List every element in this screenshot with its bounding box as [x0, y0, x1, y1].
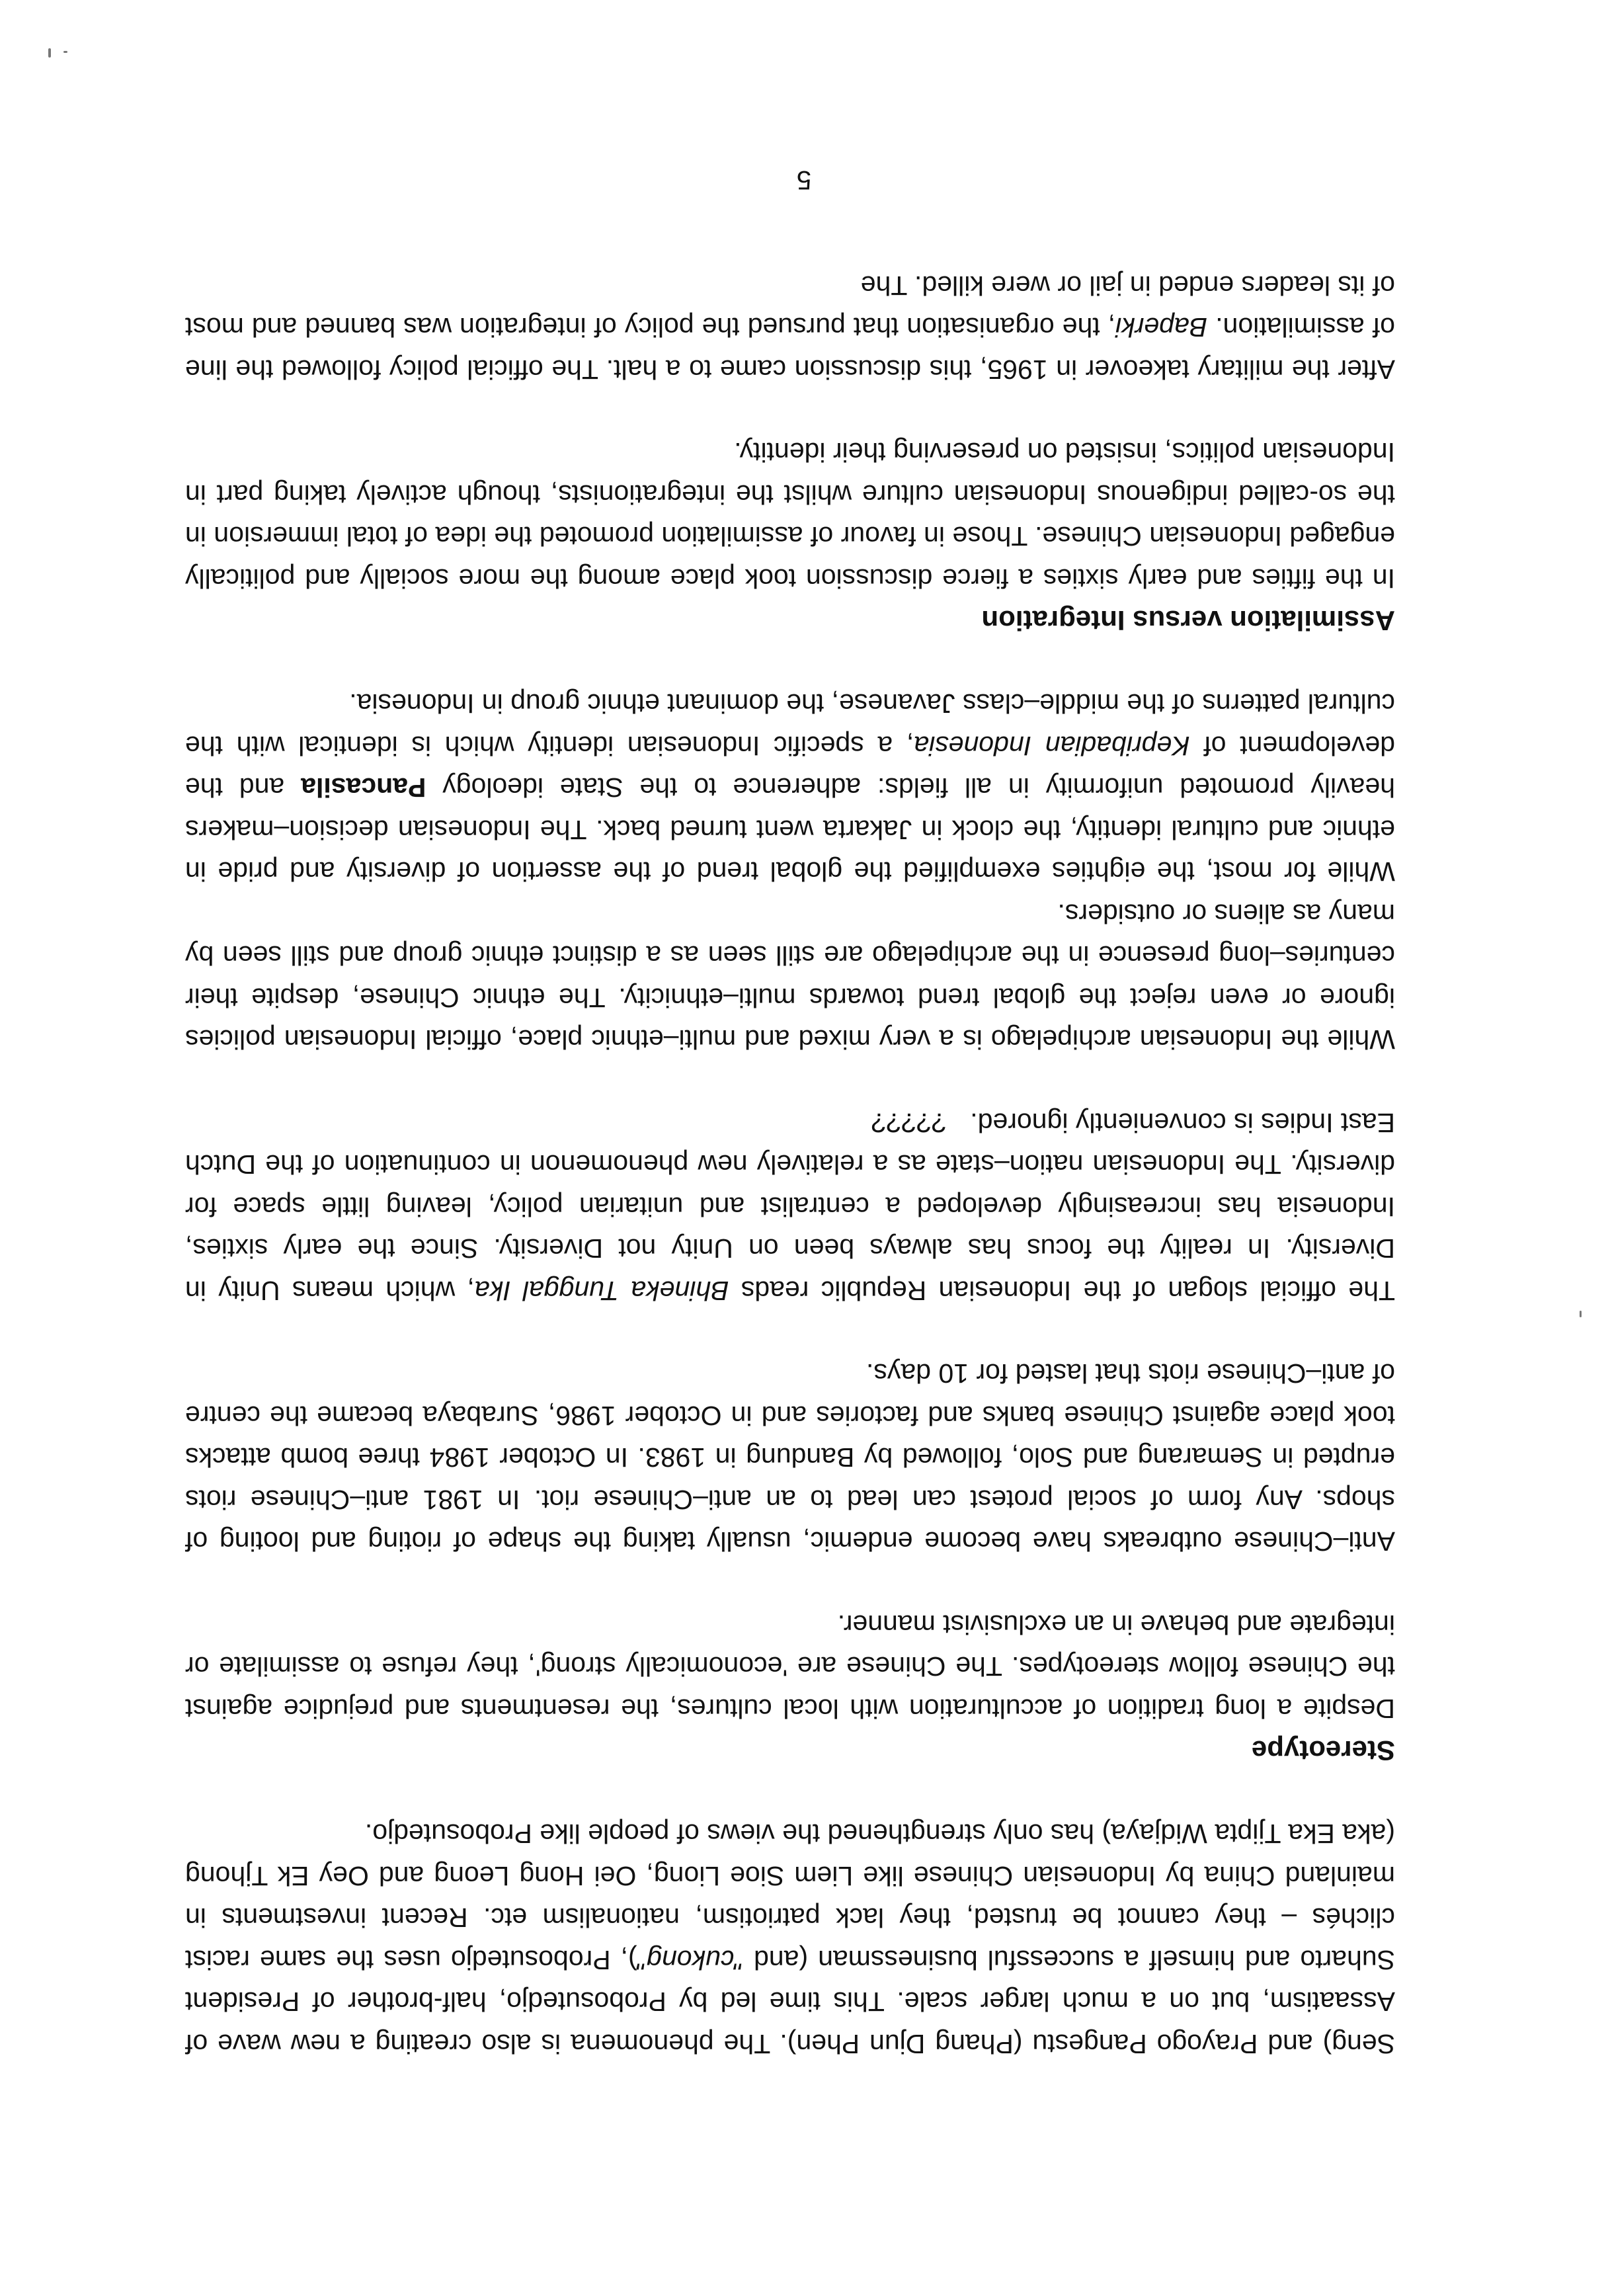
section-heading-assimilation: Assimilation versus Integration	[981, 605, 1395, 636]
stereotype-paragraph-5	[185, 682, 1395, 893]
uniformity-text-3: , a specific Indonesian identity which is identical with the cultural patterns of the middle–class Javanese, the dominant ethnic group in Indonesia.	[185, 688, 1395, 761]
assimilation-paragraph-2	[185, 265, 1395, 391]
section-heading-stereotype: Stereotype	[1251, 1735, 1395, 1766]
slogan-term: Bhineka Tunggal Ika	[474, 1276, 729, 1306]
uniformity-text-1: While for most, the eighties exemplified the global trend of the assertion of diversity and pride in ethnic and cultural identity, the clock in Jakarta went turned back. The Indonesian decision–makers heavily promoted uniformity in all fields: adherence to the State ideology	[185, 772, 1395, 887]
page-body	[185, 224, 1395, 2065]
scan-speck	[63, 51, 67, 53]
opening-paragraph	[185, 1813, 1395, 2065]
cukong-term: "cukong"	[637, 1945, 744, 1975]
slogan-text-1: The official slogan of the Indonesian Republic reads	[729, 1276, 1395, 1306]
stereotype-paragraph-2: Anti–Chinese outbreaks have become endemic, usually taking the shape of rioting and looting of shops. Any form of social protest can lead to an anti–Chinese riot. In 1981 anti–Chinese riots erupted in Semarang and Solo, followed by Bandung in 1983. In October 1984 three bomb attacks took place against Chinese banks and factories and in October 1986, Surabaya became the centre of anti–Chinese riots that lasted for 10 days.	[185, 1358, 1395, 1557]
takeover-text-1: After the military takeover in 1965, this discussion came to a halt. The official policy followed the line of assimilation.	[185, 312, 1395, 385]
scan-speck	[1580, 1311, 1582, 1317]
baperki-term: Baperki	[1115, 312, 1208, 343]
stereotype-paragraph-1: Despite a long tradition of acculturation with local cultures, the resentments and prejudice against the Chinese follow stereotypes. The Chinese are 'economically strong', they refuse to assimilate or integrate and behave in an exclusivist manner.	[185, 1610, 1395, 1724]
takeover-text-2: , the organisation that pursued the policy of integration was banned and most of its leaders ended in jail or were killed. The	[185, 270, 1395, 343]
scan-speck	[48, 48, 51, 58]
slogan-text-2: , which means Unity in Diversity. In reality the focus has always been on Unity not Diversity. Since the early sixties, Indonesia has increasingly developed a centralist and unitarian policy, leaving little space for diversity. The Indonesian nation–state as a relatively new phenomenon in continuation of the Dutch East Indies is conveniently ignored.	[185, 1108, 1395, 1306]
uniformity-text-2: and the development of	[185, 731, 1395, 803]
stereotype-paragraph-3	[185, 1102, 1395, 1312]
page-number: 5	[796, 165, 812, 194]
opening-text-2: ), Probosutedjo uses the same racist clichés – they cannot be trusted, they lack patriotism, nationalism etc. Recent investments in mainland China by Indonesian Chinese like Liem Sioe Liong, Oei Hong Leong and Oey Ek Tjhong (aka Eka Tjipta Widjaya) has only strengthened the views of people like Probosutedjo.	[185, 1819, 1395, 1975]
assimilation-paragraph-1: In the fifties and early sixties a fierce discussion took place among the more socially and politically engaged Indonesian Chinese. Those in favour of assimilation promoted the idea of total immersion in the so-called indigenous Indonesian culture whilst the integrationists, though actively taking part in Indonesian politics, insisted on preserving their identity.	[185, 437, 1395, 594]
pancasila-term: Pancasila	[301, 772, 426, 803]
opening-text-1: Seng) and Prayogo Pangestu (Phang Djun Phen). The phenomena is also creating a new wave of Assaatism, but on a much larger scale. This time led by Probosutedjo, half-brother of President Suharto and himself a successful businessman (and	[185, 1945, 1395, 2059]
kepribadian-term: Kepribadian Indonesia	[914, 731, 1190, 761]
handwritten-question-marks: ?????	[871, 1108, 947, 1138]
stereotype-paragraph-4: While the Indonesian archipelago is a very mixed and multi–ethnic place, official Indonesian policies ignore or even reject the global trend towards multi–ethnicity. The ethnic Chinese, despite their centuries–long presence in the archipelago are still seen as a distinct ethnic group and still seen by many as aliens or outsiders.	[185, 899, 1395, 1055]
